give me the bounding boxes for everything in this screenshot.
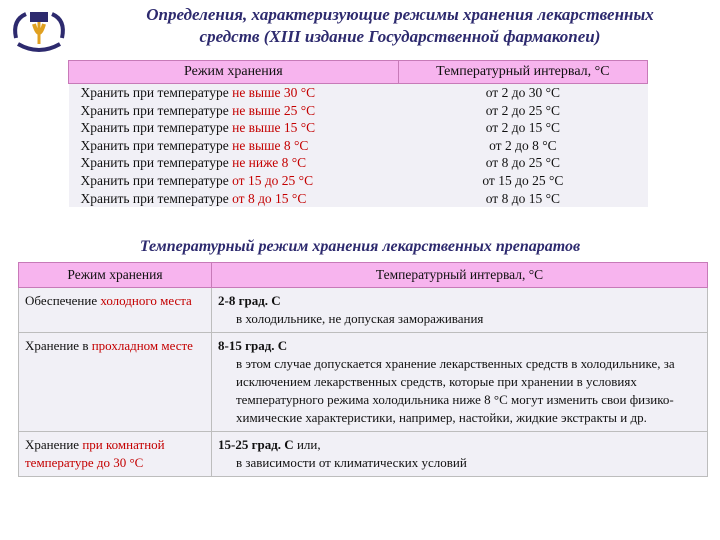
table-row <box>19 432 708 477</box>
temperature-interval <box>212 432 708 477</box>
temperature-range: от 2 до 30 °С <box>398 84 647 102</box>
temperature-range: от 8 до 25 °С <box>398 154 647 172</box>
storage-condition <box>69 190 399 208</box>
condition-value: от 8 до 15 °С <box>232 190 307 206</box>
column-header-range: Температурный интервал, °С <box>398 61 647 84</box>
table-row <box>19 288 708 333</box>
section-subtitle: Температурный режим хранения лекарственных препаратов <box>139 238 581 255</box>
condition-value: не выше 25 °С <box>232 102 316 118</box>
temperature-range: от 8 до 15 °С <box>398 190 647 208</box>
temperature-interval <box>212 288 708 333</box>
mode-prefix: Хранение <box>25 437 83 452</box>
column-header-range: Температурный интервал, °С <box>212 263 708 288</box>
condition-value: не выше 15 °С <box>232 120 316 136</box>
storage-condition <box>69 102 399 120</box>
condition-prefix: Хранить при температуре <box>80 102 233 118</box>
storage-condition <box>69 119 399 137</box>
table-header-row <box>19 263 708 288</box>
storage-mode <box>19 288 212 333</box>
mode-prefix: Хранение в <box>25 338 92 353</box>
table-header-row <box>69 61 648 84</box>
temperature-description: в холодильнике, не допуская замораживания <box>236 311 484 326</box>
page-title: Определения, характеризующие режимы хранения лекарственных средств (XIII издание Государственной фармакопеи) <box>146 5 654 46</box>
mode-value: холодного места <box>100 293 192 308</box>
temperature-range: от 2 до 15 °С <box>398 119 647 137</box>
condition-prefix: Хранить при температуре <box>80 85 233 100</box>
table-row <box>69 190 648 208</box>
temperature-description: в зависимости от климатических условий <box>236 455 467 470</box>
table-row <box>69 119 648 137</box>
table-row <box>69 84 648 102</box>
temperature-interval <box>212 333 708 432</box>
mode-prefix: Обеспечение <box>25 293 101 308</box>
column-header-mode: Режим хранения <box>19 263 212 288</box>
table-row <box>69 154 648 172</box>
condition-prefix: Хранить при температуре <box>80 155 233 171</box>
condition-prefix: Хранить при температуре <box>80 190 233 206</box>
temperature-range: от 2 до 8 °С <box>398 137 647 155</box>
temperature-description: в этом случае допускается хранение лекарственных средств в холодильнике, за исключением лекарственных средств, которые при хранении в условиях температурного режима холодильника ниже 8 °С могут изменить свои физико-химические характеристики, например, настойки, жидкие экстракты и др. <box>236 356 675 425</box>
storage-condition <box>69 154 399 172</box>
column-header-mode: Режим хранения <box>69 61 399 84</box>
condition-value: не выше 8 °С <box>232 137 309 153</box>
table-row <box>19 333 708 432</box>
temperature-range: от 15 до 25 °С <box>398 172 647 190</box>
temperature-value: 8-15 град. С <box>218 338 288 353</box>
storage-regime-table <box>18 262 708 477</box>
temperature-value: 2-8 град. С <box>218 293 281 308</box>
table-row <box>69 102 648 120</box>
condition-value: от 15 до 25 °С <box>232 172 314 188</box>
table-row <box>69 172 648 190</box>
condition-prefix: Хранить при температуре <box>80 137 233 153</box>
mode-value: при комнатной температуре до 30 °С <box>25 437 165 470</box>
table-row <box>69 137 648 155</box>
mode-value: прохладном месте <box>91 338 193 353</box>
university-logo <box>8 6 70 56</box>
storage-condition <box>69 172 399 190</box>
storage-definitions-table <box>68 60 648 207</box>
storage-condition <box>69 84 399 102</box>
storage-condition <box>69 137 399 155</box>
storage-mode <box>19 432 212 477</box>
temperature-suffix: или, <box>293 437 321 452</box>
condition-value: не выше 30 °С <box>232 85 316 100</box>
temperature-value: 15-25 град. С <box>218 437 294 452</box>
storage-mode <box>19 333 212 432</box>
condition-value: не ниже 8 °С <box>232 155 307 171</box>
condition-prefix: Хранить при температуре <box>80 172 233 188</box>
temperature-range: от 2 до 25 °С <box>398 102 647 120</box>
condition-prefix: Хранить при температуре <box>80 120 233 136</box>
